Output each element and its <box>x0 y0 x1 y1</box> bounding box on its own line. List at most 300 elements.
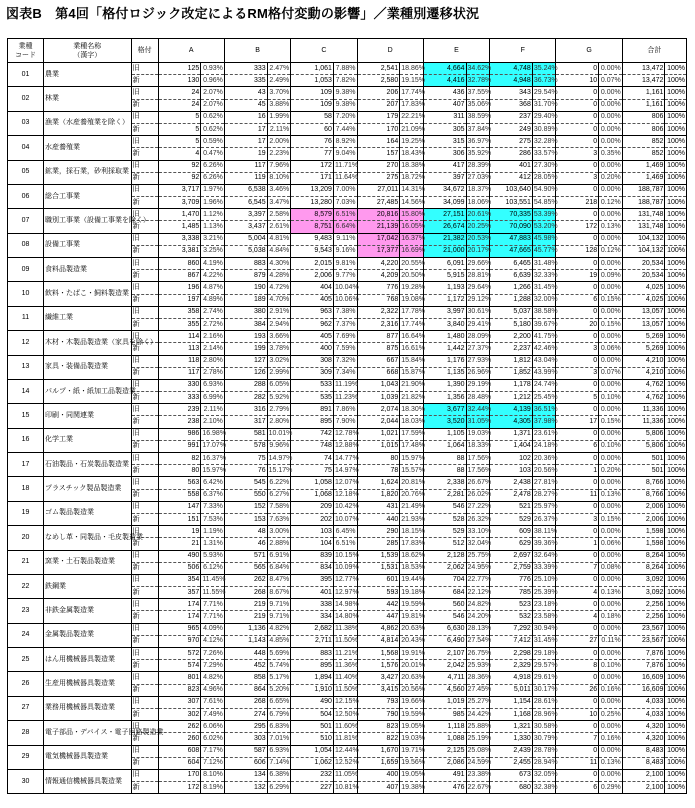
grade-share: 18.37% <box>466 184 490 196</box>
total-count: 104,132 <box>622 233 665 245</box>
grade-count: 523 <box>490 599 533 611</box>
total-count: 1,469 <box>622 172 665 184</box>
grade-share: 7.03% <box>333 197 357 209</box>
grade-count: 238 <box>158 416 201 428</box>
grade-share: 23.18% <box>532 599 556 611</box>
grade-share: 28.48% <box>466 392 490 404</box>
grade-count: 397 <box>423 172 466 184</box>
grade-count: 17 <box>556 416 599 428</box>
grade-share: 0.16% <box>599 733 623 745</box>
grade-share: 29.41% <box>466 318 490 330</box>
grade-share: 10.04% <box>333 282 357 294</box>
grade-share: 7.69% <box>333 331 357 343</box>
grade-share: 35.92% <box>466 148 490 160</box>
grade-share: 20.63% <box>400 672 424 684</box>
grade-share: 11.36% <box>333 660 357 672</box>
grade-count: 21,382 <box>423 233 466 245</box>
grade-count: 147 <box>158 501 201 513</box>
total-count: 501 <box>622 465 665 477</box>
grade-share: 28.78% <box>532 745 556 757</box>
grade-count: 6,465 <box>490 258 533 270</box>
grade-share: 18.33% <box>466 440 490 452</box>
grade-count: 70,335 <box>490 209 533 221</box>
header-row <box>8 39 687 63</box>
grade-share: 6.38% <box>267 769 291 781</box>
rating-version: 新 <box>131 197 158 209</box>
grade-count: 179 <box>357 111 400 123</box>
grade-count: 1,105 <box>423 428 466 440</box>
total-share: 100% <box>665 550 687 562</box>
grade-count: 45 <box>224 99 267 111</box>
grade-count: 27,011 <box>357 184 400 196</box>
grade-count: 1,812 <box>490 355 533 367</box>
industry-code: 29 <box>8 745 44 769</box>
rating-version: 旧 <box>131 599 158 611</box>
grade-share: 19.25% <box>400 136 424 148</box>
grade-share: 0.00% <box>599 526 623 538</box>
total-share: 100% <box>665 294 687 306</box>
grade-share: 25.19% <box>466 733 490 745</box>
total-count: 5,269 <box>622 343 665 355</box>
total-share: 100% <box>665 160 687 172</box>
total-share: 100% <box>665 282 687 294</box>
grade-share: 14.77% <box>333 453 357 465</box>
grade-count: 883 <box>224 258 267 270</box>
grade-count: 20,816 <box>357 209 400 221</box>
grade-share: 25.93% <box>466 660 490 672</box>
grade-count: 4,748 <box>490 63 533 75</box>
grade-count: 668 <box>357 367 400 379</box>
rating-version: 新 <box>131 513 158 525</box>
grade-count: 19 <box>158 526 201 538</box>
grade-count: 785 <box>490 587 533 599</box>
grade-count: 3,677 <box>423 404 466 416</box>
grade-count: 219 <box>224 611 267 623</box>
grade-share: 16.98% <box>201 428 225 440</box>
table-row-old <box>8 136 687 148</box>
grade-share: 27.30% <box>532 160 556 172</box>
grade-count: 126 <box>224 367 267 379</box>
grade-share: 27.03% <box>466 172 490 184</box>
grade-count: 1,043 <box>357 379 400 391</box>
grade-share: 1.12% <box>201 209 225 221</box>
grade-count: 490 <box>291 696 334 708</box>
total-count: 4,210 <box>622 355 665 367</box>
total-share: 100% <box>665 184 687 196</box>
total-share: 100% <box>665 465 687 477</box>
grade-count: 0 <box>556 306 599 318</box>
header-kind: 格付 <box>131 39 158 63</box>
grade-share: 35.06% <box>466 99 490 111</box>
total-count: 8,264 <box>622 562 665 574</box>
total-count: 188,787 <box>622 197 665 209</box>
grade-share: 3.78% <box>267 343 291 355</box>
grade-count: 3,397 <box>224 209 267 221</box>
table-row-old <box>8 111 687 123</box>
grade-count: 1,390 <box>423 379 466 391</box>
grade-share: 26.67% <box>466 477 490 489</box>
header-grade-a: A <box>158 39 224 63</box>
grade-count: 867 <box>158 270 201 282</box>
grade-count: 11 <box>556 489 599 501</box>
grade-share: 2.11% <box>267 123 291 135</box>
grade-share: 4.89% <box>201 294 225 306</box>
grade-share: 0.00% <box>599 769 623 781</box>
grade-share: 2.91% <box>267 306 291 318</box>
grade-count: 501 <box>291 721 334 733</box>
grade-count: 2,338 <box>423 477 466 489</box>
grade-count: 88 <box>423 453 466 465</box>
grade-share: 6.26% <box>201 160 225 172</box>
rating-version: 新 <box>131 684 158 696</box>
grade-share: 11.50% <box>333 635 357 647</box>
grade-share: 29.18% <box>532 648 556 660</box>
grade-count: 1,442 <box>423 343 466 355</box>
total-share: 100% <box>665 635 687 647</box>
total-share: 100% <box>665 404 687 416</box>
industry-name: 林業 <box>43 87 131 111</box>
grade-count: 1,288 <box>490 294 533 306</box>
industry-name: 電気機械器具製造業 <box>43 745 131 769</box>
grade-count: 2,541 <box>357 63 400 75</box>
industry-name: 設備工事業 <box>43 233 131 257</box>
grade-share: 4.81% <box>267 233 291 245</box>
grade-count: 3,415 <box>357 684 400 696</box>
total-count: 8,483 <box>622 745 665 757</box>
grade-count: 193 <box>224 331 267 343</box>
grade-share: 20.63% <box>400 623 424 635</box>
total-count: 2,256 <box>622 599 665 611</box>
total-count: 7,876 <box>622 660 665 672</box>
grade-share: 38.11% <box>532 526 556 538</box>
table-row-old <box>8 599 687 611</box>
grade-count: 1,039 <box>357 392 400 404</box>
grade-count: 748 <box>291 440 334 452</box>
total-count: 131,748 <box>622 221 665 233</box>
grade-count: 286 <box>490 148 533 160</box>
grade-count: 0 <box>556 160 599 172</box>
grade-share: 0.15% <box>599 318 623 330</box>
grade-count: 17 <box>224 123 267 135</box>
grade-share: 17.74% <box>400 318 424 330</box>
grade-share: 12.15% <box>333 696 357 708</box>
grade-share: 9.38% <box>333 99 357 111</box>
grade-count: 384 <box>224 318 267 330</box>
grade-share: 20.25% <box>466 221 490 233</box>
grade-count: 118 <box>158 355 201 367</box>
total-share: 100% <box>665 453 687 465</box>
grade-count: 1,193 <box>423 282 466 294</box>
grade-share: 0.00% <box>599 63 623 75</box>
industry-code: 01 <box>8 63 44 87</box>
grade-share: 18.15% <box>400 526 424 538</box>
grade-share: 20.55% <box>400 258 424 270</box>
grade-share: 2.58% <box>267 209 291 221</box>
grade-share: 23.38% <box>466 769 490 781</box>
grade-share: 24.95% <box>466 562 490 574</box>
grade-share: 9.16% <box>333 245 357 257</box>
grade-count: 512 <box>423 538 466 550</box>
grade-share: 27.45% <box>466 684 490 696</box>
rating-version: 旧 <box>131 282 158 294</box>
grade-share: 19.03% <box>466 428 490 440</box>
table-row-old <box>8 306 687 318</box>
grade-count: 601 <box>357 574 400 586</box>
grade-share: 15.97% <box>201 465 225 477</box>
grade-count: 1,054 <box>291 745 334 757</box>
grade-share: 0.25% <box>599 708 623 720</box>
total-count: 1,469 <box>622 160 665 172</box>
grade-share: 26.96% <box>466 367 490 379</box>
grade-share: 0.10% <box>599 440 623 452</box>
total-count: 2,006 <box>622 501 665 513</box>
grade-count: 875 <box>357 343 400 355</box>
grade-share: 7.59% <box>333 343 357 355</box>
table-row-old <box>8 282 687 294</box>
grade-count: 172 <box>291 160 334 172</box>
grade-share: 29.61% <box>532 672 556 684</box>
grade-count: 3 <box>556 172 599 184</box>
grade-count: 114 <box>158 331 201 343</box>
industry-code: 25 <box>8 648 44 672</box>
grade-count: 5,037 <box>490 306 533 318</box>
grade-count: 4,918 <box>490 672 533 684</box>
grade-count: 232 <box>291 769 334 781</box>
grade-share: 0.00% <box>599 648 623 660</box>
grade-share: 1.19% <box>201 526 225 538</box>
grade-share: 0.20% <box>599 172 623 184</box>
grade-count: 1,670 <box>357 745 400 757</box>
grade-share: 19.03% <box>400 733 424 745</box>
grade-share: 3.25% <box>201 245 225 257</box>
grade-share: 2.07% <box>201 99 225 111</box>
grade-count: 92 <box>158 160 201 172</box>
grade-count: 80 <box>357 453 400 465</box>
grade-share: 12.18% <box>333 489 357 501</box>
grade-count: 0 <box>556 136 599 148</box>
grade-count: 130 <box>158 75 201 87</box>
grade-share: 3.02% <box>267 355 291 367</box>
grade-count: 170 <box>158 769 201 781</box>
grade-count: 7,292 <box>490 623 533 635</box>
industry-code: 30 <box>8 769 44 793</box>
grade-share: 17.07% <box>201 440 225 452</box>
grade-share: 5.20% <box>267 684 291 696</box>
total-count: 4,033 <box>622 696 665 708</box>
total-count: 5,806 <box>622 428 665 440</box>
industry-code: 28 <box>8 721 44 745</box>
grade-share: 17.48% <box>400 440 424 452</box>
grade-share: 4.70% <box>267 294 291 306</box>
grade-count: 77 <box>291 148 334 160</box>
grade-share: 2.88% <box>267 538 291 550</box>
grade-share: 18.72% <box>400 172 424 184</box>
industry-code: 03 <box>8 111 44 135</box>
grade-share: 0.00% <box>599 721 623 733</box>
grade-share: 7.58% <box>267 501 291 513</box>
grade-count: 0 <box>556 648 599 660</box>
grade-count: 578 <box>224 440 267 452</box>
industry-code: 07 <box>8 209 44 233</box>
grade-count: 533 <box>291 379 334 391</box>
grade-count: 127 <box>224 355 267 367</box>
grade-count: 268 <box>224 587 267 599</box>
grade-share: 7.63% <box>267 513 291 525</box>
total-count: 4,033 <box>622 708 665 720</box>
table-row-old <box>8 623 687 635</box>
grade-share: 2.80% <box>201 355 225 367</box>
total-share: 100% <box>665 611 687 623</box>
total-share: 100% <box>665 477 687 489</box>
grade-count: 2,074 <box>357 404 400 416</box>
grade-share: 2.10% <box>201 416 225 428</box>
grade-count: 4 <box>556 611 599 623</box>
grade-share: 25.10% <box>532 574 556 586</box>
grade-count: 1 <box>556 538 599 550</box>
grade-count: 174 <box>158 611 201 623</box>
grade-count: 2,006 <box>291 270 334 282</box>
grade-count: 417 <box>423 160 466 172</box>
total-count: 4,320 <box>622 721 665 733</box>
grade-count: 1,135 <box>423 367 466 379</box>
grade-count: 593 <box>357 587 400 599</box>
total-count: 4,210 <box>622 367 665 379</box>
grade-count: 442 <box>357 599 400 611</box>
grade-share: 10.07% <box>333 513 357 525</box>
grade-count: 260 <box>158 733 201 745</box>
grade-count: 448 <box>224 648 267 660</box>
total-share: 100% <box>665 599 687 611</box>
grade-count: 2,107 <box>423 648 466 660</box>
grade-share: 28.39% <box>466 160 490 172</box>
grade-share: 19.18% <box>400 587 424 599</box>
grade-share: 20.56% <box>400 684 424 696</box>
grade-share: 21.09% <box>400 123 424 135</box>
grade-count: 1,061 <box>291 63 334 75</box>
total-share: 100% <box>665 733 687 745</box>
grade-share: 17.74% <box>400 87 424 99</box>
grade-share: 0.59% <box>201 136 225 148</box>
grade-count: 606 <box>224 757 267 769</box>
grade-share: 28.94% <box>532 757 556 769</box>
grade-share: 39.36% <box>532 538 556 550</box>
grade-share: 7.90% <box>333 416 357 428</box>
grade-share: 2.79% <box>267 404 291 416</box>
grade-count: 452 <box>224 660 267 672</box>
industry-code: 19 <box>8 501 44 525</box>
grade-share: 36.73% <box>532 75 556 87</box>
industry-code: 02 <box>8 87 44 111</box>
total-count: 8,766 <box>622 489 665 501</box>
grade-count: 986 <box>158 428 201 440</box>
grade-share: 23.61% <box>532 428 556 440</box>
grade-share: 15.57% <box>400 465 424 477</box>
industry-code: 20 <box>8 526 44 550</box>
grade-count: 152 <box>224 501 267 513</box>
grade-count: 1,176 <box>423 355 466 367</box>
total-count: 4,320 <box>622 733 665 745</box>
total-share: 100% <box>665 574 687 586</box>
grade-share: 6.37% <box>201 489 225 501</box>
grade-count: 2,438 <box>490 477 533 489</box>
grade-count: 1,356 <box>423 392 466 404</box>
header-grade-f: F <box>490 39 556 63</box>
rating-version: 新 <box>131 245 158 257</box>
grade-share: 31.70% <box>532 99 556 111</box>
total-share: 100% <box>665 526 687 538</box>
grade-count: 3,709 <box>158 197 201 209</box>
grade-share: 8.10% <box>267 172 291 184</box>
rating-version: 新 <box>131 489 158 501</box>
grade-count: 581 <box>224 428 267 440</box>
grade-count: 190 <box>224 282 267 294</box>
grade-share: 0.11% <box>599 635 623 647</box>
grade-count: 117 <box>224 160 267 172</box>
grade-share: 14.56% <box>400 197 424 209</box>
grade-count: 308 <box>291 355 334 367</box>
table-row-old <box>8 501 687 513</box>
total-count: 11,336 <box>622 404 665 416</box>
total-share: 100% <box>665 136 687 148</box>
total-share: 100% <box>665 367 687 379</box>
grade-count: 316 <box>224 404 267 416</box>
grade-count: 128 <box>556 245 599 257</box>
industry-name: 職別工事業（設備工事業を除く） <box>43 209 131 233</box>
total-count: 7,876 <box>622 648 665 660</box>
grade-share: 12.52% <box>333 757 357 769</box>
grade-count: 834 <box>291 562 334 574</box>
grade-count: 338 <box>291 599 334 611</box>
grade-count: 1,154 <box>490 696 533 708</box>
industry-name: 非鉄金属製造業 <box>43 599 131 623</box>
grade-count: 1,053 <box>291 75 334 87</box>
grade-count: 2,682 <box>291 623 334 635</box>
grade-count: 357 <box>158 587 201 599</box>
grade-count: 447 <box>357 611 400 623</box>
grade-count: 4,416 <box>423 75 466 87</box>
grade-share: 0.00% <box>599 428 623 440</box>
grade-count: 358 <box>158 306 201 318</box>
grade-share: 4.82% <box>201 672 225 684</box>
industry-code: 22 <box>8 574 44 598</box>
grade-share: 17.78% <box>400 306 424 318</box>
grade-share: 21.82% <box>400 392 424 404</box>
industry-code: 15 <box>8 404 44 428</box>
grade-share: 7.61% <box>201 696 225 708</box>
grade-count: 546 <box>423 501 466 513</box>
grade-count: 2,580 <box>357 75 400 87</box>
grade-count: 5 <box>158 123 201 135</box>
grade-share: 4.82% <box>267 623 291 635</box>
grade-share: 28.36% <box>466 672 490 684</box>
grade-share: 19.59% <box>400 708 424 720</box>
grade-share: 2.80% <box>267 416 291 428</box>
grade-count: 5 <box>158 111 201 123</box>
grade-count: 405 <box>291 331 334 343</box>
grade-count: 962 <box>291 318 334 330</box>
grade-count: 4,814 <box>357 635 400 647</box>
grade-count: 275 <box>490 136 533 148</box>
grade-count: 109 <box>291 99 334 111</box>
industry-name: なめし革・同製品・毛皮製造業 <box>43 526 131 550</box>
grade-count: 24 <box>158 99 201 111</box>
grade-share: 0.00% <box>599 745 623 757</box>
grade-share: 6.02% <box>201 733 225 745</box>
grade-count: 302 <box>158 708 201 720</box>
grade-share: 6.83% <box>267 721 291 733</box>
industry-code: 26 <box>8 672 44 696</box>
grade-share: 6.06% <box>201 721 225 733</box>
